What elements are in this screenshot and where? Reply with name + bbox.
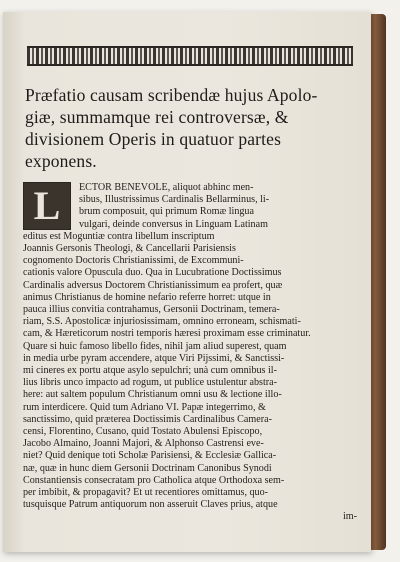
book-page xyxy=(3,12,371,552)
text-line: cognomento Doctoris Christianissimi, de Excommuni- xyxy=(23,255,244,267)
title-line: giæ, summamque rei controversæ, & xyxy=(25,107,289,127)
headpiece-ornament xyxy=(27,46,353,66)
title-line: divisionem Operis in quatuor partes xyxy=(25,129,282,149)
text-line: Jacobo Almaino, Joanni Majori, & Alphonso Castrensi eve- xyxy=(23,438,264,450)
text-line: ECTOR BENEVOLE, aliquot abhinc men- xyxy=(79,182,254,193)
text-line: in media urbe pyram accendere, atque Viri Pijssimi, & Sanctissi- xyxy=(23,352,285,364)
text-line: animus Christianus de homine nefario referre horret: utque in xyxy=(23,291,271,303)
text-line: here: aut saltem populum Christianum omni usu & lectione illo- xyxy=(23,389,282,401)
text-line: cationis valore Opuscula duo. Qua in Lucubratione Doctissimus xyxy=(23,267,282,279)
text-line: niet? Quid denique toti Scholæ Parisiensi, & Ecclesiæ Gallica- xyxy=(23,450,277,462)
text-line: sanctissimo, quid præterea Doctissimis Cardinalibus Camera- xyxy=(23,413,272,425)
initial-letter: L xyxy=(33,183,61,228)
text-line: im- xyxy=(342,511,357,523)
text-line: lius libris unco impacto ad rogum, ut publice ustulentur abstra- xyxy=(23,377,277,389)
chapter-title xyxy=(25,84,355,172)
body-text xyxy=(23,182,357,524)
text-line: editus est Moguntiæ contra libellum inscriptum xyxy=(23,230,215,242)
text-line: mi cineres ex portu atque asylo sepulchri; unà cum omnibus il- xyxy=(23,365,277,377)
text-line: Constantiensis consecratam pro Catholica atque Orthodoxa sem- xyxy=(23,474,285,486)
text-line: cam, & Hæreticorum nostri temporis hæresi proximam esse criminatur. xyxy=(23,328,311,340)
text-line: tusquisque Patrum antiquorum non asseruit Claves prius, atque xyxy=(23,499,278,511)
text-line: sibus, Illustrissimus Cardinalis Bellarminus, li- xyxy=(79,194,270,206)
text-line: Cardinalis adversus Doctorem Christianissimum ea profert, quæ xyxy=(23,279,283,291)
text-line: censi, Florentino, Cusano, quid Tostato Abulensi Episcopo, xyxy=(23,426,263,438)
text-line: næ, quæ in hunc diem Gersonii Doctrinam Canonibus Synodi xyxy=(23,462,272,474)
text-line: Quare si huic famoso libello fides, nihil jam aliud superest, quam xyxy=(23,340,287,352)
title-line: exponens. xyxy=(25,151,97,171)
text-line: vulgari, deinde conversus in Linguam Latinam xyxy=(79,218,268,230)
text-line: riam, S.S. Apostolicæ injuriosissimam, omnino erroneam, schismati- xyxy=(23,316,301,328)
text-line: brum composuit, qui primum Romæ lingua xyxy=(79,206,254,218)
text-line: per imbibit, & propagavit? Et ut recentiores omittamus, quo- xyxy=(23,487,268,499)
text-line: rum interdicere. Quid tum Adriano VI. Papæ integerrimo, & xyxy=(23,401,266,413)
text-line: Joannis Gersonis Theologi, & Cancellarii Parisiensis xyxy=(23,243,236,255)
title-line: Præfatio causam scribendæ hujus Apolo- xyxy=(25,85,318,105)
text-line: pauca illius convitia contrahamus, Gersonii Doctrinam, temera- xyxy=(23,304,280,316)
